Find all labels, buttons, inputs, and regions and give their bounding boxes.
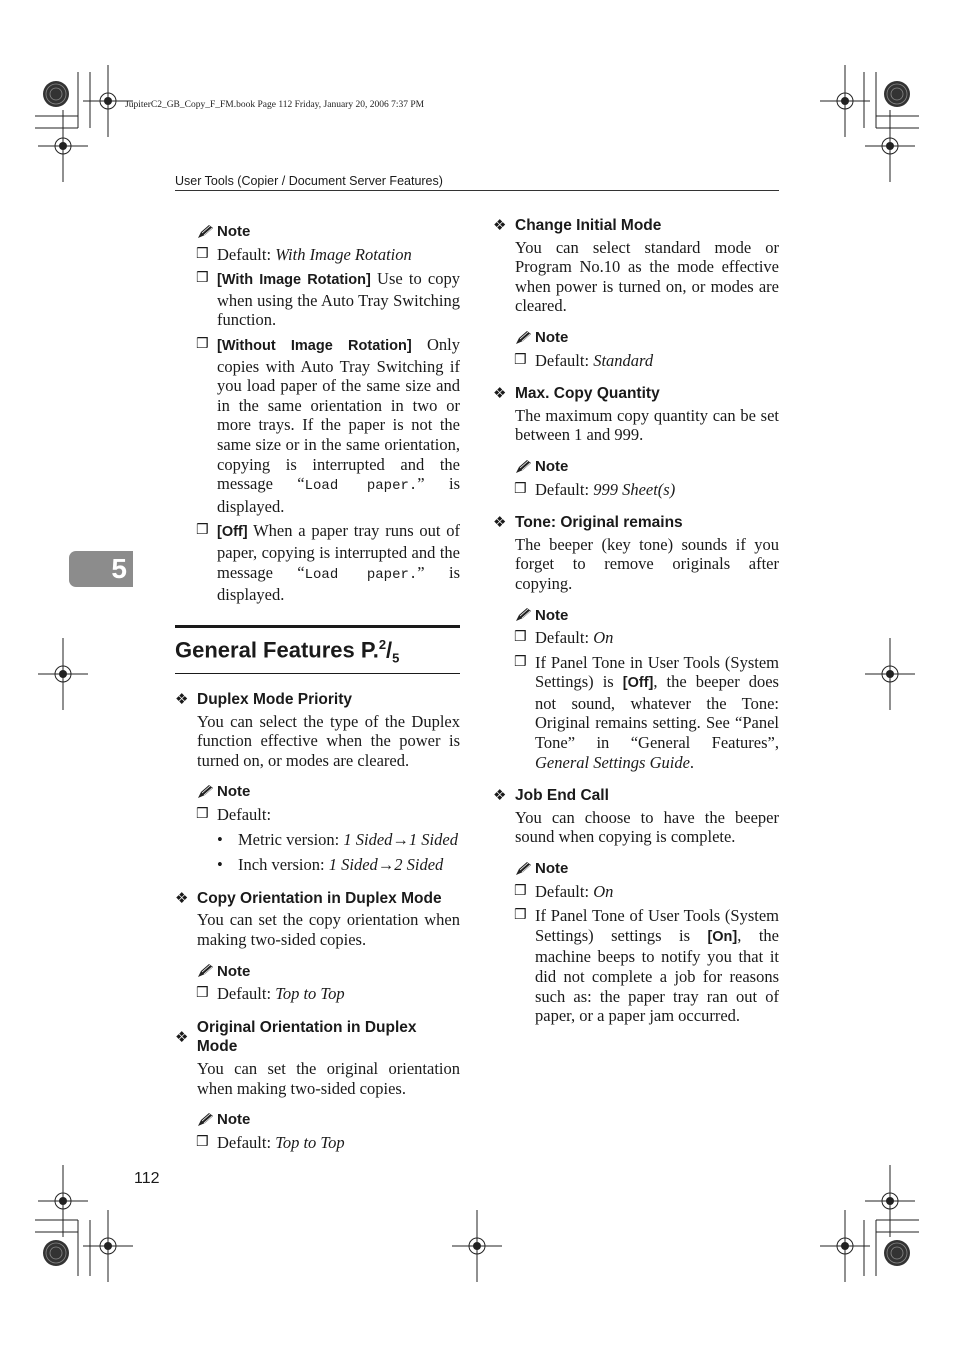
note-label: Note: [535, 606, 569, 624]
section-heading: [175, 1018, 460, 1057]
file-header: JupiterC2_GB_Copy_F_FM.book Page 112 Friday, January 20, 2006 7:37 PM: [125, 100, 425, 110]
checkbox-icon: ❒: [514, 907, 527, 924]
item-text: When a paper tray runs out of paper, copying is interrupted and the message “: [217, 521, 460, 582]
bullet-dot: •: [217, 829, 223, 849]
section-body: You can set the copy orientation when making two-sided copies.: [197, 910, 460, 949]
section-max-copy-quantity: [493, 384, 779, 499]
section-heading: [493, 216, 779, 236]
heading-text: Tone: Original remains: [515, 514, 683, 532]
section-duplex-mode-priority: [175, 690, 460, 875]
heading-text: Duplex Mode Priority: [197, 691, 353, 708]
note-block: [514, 606, 779, 773]
guide-title: General Settings Guide: [535, 752, 690, 772]
heading-text: Change Initial Mode: [515, 217, 662, 234]
note-heading: [514, 606, 779, 626]
bullet-value: 1 Sided→2 Sided: [328, 855, 444, 875]
pencil-note-icon: [514, 861, 532, 877]
note-label: Note: [217, 783, 251, 801]
running-head: User Tools (Copier / Document Server Features): [175, 174, 779, 191]
checkbox-icon: ❒: [196, 985, 209, 1002]
message-code: Load paper.: [304, 478, 418, 495]
section-title: [175, 625, 460, 674]
pencil-note-icon: [196, 224, 214, 240]
section-body: You can set the original orientation when making two-sided copies.: [197, 1058, 460, 1098]
note-label: Note: [535, 860, 569, 878]
item-text: If Panel Tone of User Tools (System Settings) settings is: [535, 906, 779, 945]
checkbox-icon: ❒: [196, 245, 209, 262]
item-text: Use to copy when using the Auto Tray Switching function.: [217, 269, 461, 330]
bullet-value: 1 Sided→1 Sided: [343, 829, 458, 849]
default-value: Top to Top: [275, 984, 345, 1004]
key-label: [With Image Rotation]: [217, 272, 371, 289]
item-text: Only copies with Auto Tray Switching if you load paper of the same size and in the same orientation in two or more trays. If the paper is not the same size or in the same orientation, copying is interrupted and the message “: [217, 334, 461, 494]
default-prefix: Default:: [535, 350, 594, 370]
note-block: [514, 859, 779, 1026]
pencil-note-icon: [514, 330, 532, 346]
section-body: You can select the type of the Duplex function effective when the power is turned on, or modes are cleared.: [197, 711, 460, 770]
section-title-text: General Features P.: [175, 637, 379, 663]
list-item: [196, 335, 460, 516]
note-heading: [196, 962, 460, 982]
default-prefix: Default:: [217, 984, 276, 1004]
section-heading: [493, 786, 779, 806]
default-value: Standard: [593, 350, 654, 370]
checkbox-icon: ❒: [514, 480, 527, 497]
note-heading: [514, 457, 779, 477]
list-item: [196, 245, 460, 265]
heading-text: Copy Orientation in Duplex Mode: [197, 889, 442, 907]
default-prefix: Default:: [217, 1132, 276, 1152]
checkbox-icon: ❒: [514, 653, 527, 670]
section-title-sub: 5: [392, 650, 400, 666]
list-item: [514, 882, 779, 902]
checkbox-icon: ❒: [514, 629, 527, 646]
section-title-sup: 2: [378, 636, 387, 652]
list-item: [514, 351, 779, 371]
list-item: [514, 480, 779, 500]
item-text: If Panel Tone in User Tools (System Settings) is: [535, 652, 779, 692]
section-heading: [175, 889, 460, 909]
note-block: [196, 782, 460, 874]
heading-text: Job End Call: [515, 787, 609, 805]
default-value: On: [593, 628, 614, 648]
note-heading: [196, 222, 460, 242]
section-heading: [493, 513, 779, 533]
list-item: [196, 269, 460, 330]
list-item: [196, 521, 460, 604]
pencil-note-icon: [196, 1112, 214, 1128]
default-prefix: Default:: [217, 804, 272, 824]
right-column: [493, 216, 779, 1040]
default-prefix: Default:: [535, 479, 594, 499]
section-title-slash: /: [386, 637, 393, 663]
default-value: 999 Sheet(s): [593, 479, 676, 499]
checkbox-icon: ❒: [196, 270, 209, 287]
section-tone-original-remains: [493, 513, 779, 772]
bullet-prefix: Inch version:: [238, 855, 329, 875]
note-heading: [514, 328, 779, 348]
diamond-icon: ❖: [493, 216, 507, 234]
note-label: Note: [217, 1111, 251, 1129]
list-item: [196, 984, 460, 1004]
note-label: Note: [535, 328, 569, 346]
default-prefix: Default:: [217, 244, 276, 264]
diamond-icon: ❖: [175, 1027, 189, 1046]
page-number: 112: [134, 1170, 160, 1187]
note-heading: [196, 1110, 460, 1130]
note-label: Note: [217, 223, 251, 240]
checkbox-icon: ❒: [196, 522, 209, 539]
bullet-list: [217, 830, 460, 875]
pencil-note-icon: [514, 459, 532, 475]
section-heading: [175, 690, 460, 710]
chapter-tab: [69, 551, 133, 587]
checkbox-icon: ❒: [196, 335, 209, 352]
key-label: [Off]: [622, 675, 654, 692]
pencil-note-icon: [514, 607, 532, 623]
note-block: [514, 457, 779, 499]
bullet-dot: •: [217, 855, 223, 875]
pencil-note-icon: [196, 963, 214, 979]
heading-text: Original Orientation in Duplex Mode: [196, 1018, 417, 1056]
checkbox-icon: ❒: [196, 1133, 209, 1150]
chapter-number: 5: [111, 553, 127, 584]
section-job-end-call: [493, 786, 779, 1026]
diamond-icon: ❖: [493, 513, 507, 532]
note-label: Note: [217, 962, 251, 980]
default-value: With Image Rotation: [275, 244, 412, 264]
diamond-icon: ❖: [493, 384, 507, 403]
message-code: Load paper.: [304, 566, 418, 583]
key-label: [Off]: [217, 524, 248, 541]
section-body: You can choose to have the beeper sound when copying is complete.: [515, 807, 779, 847]
checkbox-icon: ❒: [514, 882, 527, 899]
note-block: [514, 328, 779, 370]
section-heading: [493, 384, 779, 404]
bullet-prefix: Metric version:: [238, 829, 344, 849]
key-label: [Without Image Rotation]: [217, 337, 412, 354]
diamond-icon: ❖: [175, 690, 189, 708]
note-block: [196, 1110, 460, 1152]
section-change-initial-mode: [493, 216, 779, 370]
section-body: You can select standard mode or Program No.10 as the mode effective when power is turned on, or modes are cleared.: [515, 237, 779, 316]
item-text: ” is displayed.: [217, 474, 460, 516]
note-label: Note: [535, 457, 569, 475]
bullet-item: [217, 855, 460, 875]
item-text: ” is displayed.: [217, 562, 460, 605]
default-value: Top to Top: [275, 1132, 345, 1152]
list-item: [196, 805, 460, 825]
diamond-icon: ❖: [493, 786, 507, 805]
default-value: On: [593, 881, 614, 901]
default-prefix: Default:: [535, 628, 594, 648]
default-prefix: Default:: [535, 881, 594, 901]
key-label: [On]: [707, 928, 738, 945]
diamond-icon: ❖: [175, 888, 189, 907]
item-text: , the machine beeps to notify you that it did not complete a job for reasons such as: the paper tray ran out of paper, or a paper jam occurred.: [535, 925, 779, 1026]
section-body: The maximum copy quantity can be set between 1 and 999.: [515, 405, 779, 445]
list-item: [514, 628, 779, 648]
section-copy-orientation: [175, 889, 460, 1004]
note-heading: [514, 859, 779, 879]
note-heading: [196, 782, 460, 802]
section-body: The beeper (key tone) sounds if you forget to remove originals after copying.: [515, 534, 779, 593]
bullet-item: [217, 830, 460, 850]
list-item: [514, 906, 779, 1026]
list-item: [196, 1133, 460, 1153]
note-image-rotation: [196, 222, 460, 605]
checkbox-icon: ❒: [196, 805, 209, 822]
left-column: [175, 222, 460, 1166]
note-block: [196, 962, 460, 1004]
pencil-note-icon: [196, 784, 214, 800]
item-text: .: [689, 752, 695, 772]
heading-text: Max. Copy Quantity: [515, 385, 660, 403]
item-text: , the beeper does not sound, whatever the Tone: Original remains setting. See “Panel Tone” in “General Features”,: [535, 672, 779, 753]
section-original-orientation: [175, 1018, 460, 1153]
list-item: [514, 653, 779, 773]
checkbox-icon: ❒: [514, 351, 527, 368]
